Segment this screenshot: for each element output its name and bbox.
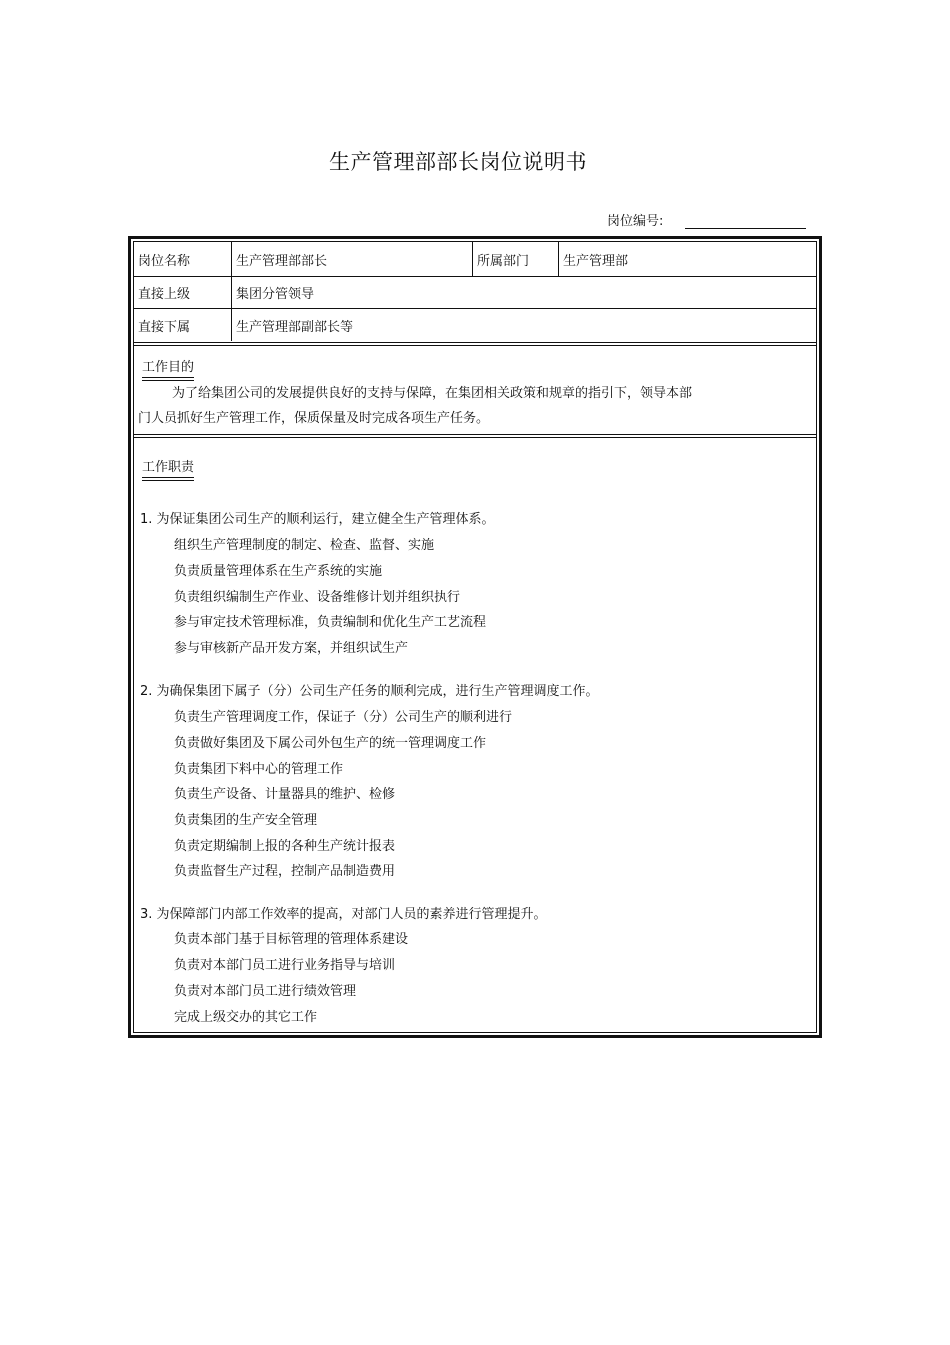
purpose-heading <box>142 356 194 381</box>
dept-label: 所属部门 <box>473 242 559 276</box>
name-value: 生产管理部部长 <box>232 242 473 276</box>
duty-item: 负责生产管理调度工作，保证子（分）公司生产的顺利进行 <box>174 710 513 725</box>
duty-item: 负责生产设备、计量器具的维护、检修 <box>174 787 396 802</box>
duties-heading-text: 工作职责 <box>142 460 195 475</box>
section-divider <box>134 434 816 438</box>
purpose-line-1: 为了给集团公司的发展提供良好的支持与保障，在集团相关政策和规章的指引下，领导本部 <box>172 386 693 401</box>
heading-underline <box>142 480 194 481</box>
table-inner-border <box>133 241 817 1033</box>
info-row-superior <box>134 277 816 309</box>
purpose-heading-text: 工作目的 <box>142 360 195 375</box>
post-number-blank[interactable] <box>685 228 806 229</box>
section-divider <box>134 342 816 346</box>
duty-item: 负责集团的生产安全管理 <box>174 813 318 828</box>
subordinate-value: 生产管理部副部长等 <box>236 319 354 335</box>
document-title: 生产管理部部长岗位说明书 <box>329 150 587 174</box>
heading-underline <box>142 477 194 478</box>
purpose-line-2: 门人员抓好生产管理工作，保质保量及时完成各项生产任务。 <box>138 411 490 426</box>
duty-item: 负责定期编制上报的各种生产统计报表 <box>174 839 396 854</box>
job-description-table <box>128 236 822 1038</box>
duty-item: 负责本部门基于目标管理的管理体系建设 <box>174 932 409 947</box>
duty-item: 参与审核新产品开发方案，并组织试生产 <box>174 641 409 656</box>
name-label: 岗位名称 <box>134 242 232 276</box>
duty-group-title: 1. 为保证集团公司生产的顺利运行，建立健全生产管理体系。 <box>140 512 495 527</box>
duty-item: 负责组织编制生产作业、设备维修计划并组织执行 <box>174 590 461 605</box>
duty-item: 完成上级交办的其它工作 <box>174 1010 318 1025</box>
duty-item: 参与审定技术管理标准，负责编制和优化生产工艺流程 <box>174 615 487 630</box>
duty-item: 负责对本部门员工进行绩效管理 <box>174 984 357 999</box>
duty-item: 负责质量管理体系在生产系统的实施 <box>174 564 383 579</box>
duty-item: 组织生产管理制度的制定、检查、监督、实施 <box>174 538 435 553</box>
duty-group-title: 3. 为保障部门内部工作效率的提高，对部门人员的素养进行管理提升。 <box>140 907 547 922</box>
duties-heading <box>142 456 194 481</box>
duty-item: 负责对本部门员工进行业务指导与培训 <box>174 958 396 973</box>
info-row-name <box>134 242 816 277</box>
duty-item: 负责集团下料中心的管理工作 <box>174 762 344 777</box>
dept-value: 生产管理部 <box>563 253 629 269</box>
superior-label: 直接上级 <box>134 277 232 308</box>
post-number-label: 岗位编号: <box>607 214 664 229</box>
subordinate-label: 直接下属 <box>134 309 232 341</box>
info-row-subordinate <box>134 309 816 341</box>
duty-item: 负责监督生产过程，控制产品制造费用 <box>174 864 396 879</box>
duty-group-title: 2. 为确保集团下属子（分）公司生产任务的顺利完成，进行生产管理调度工作。 <box>140 684 599 699</box>
duty-item: 负责做好集团及下属公司外包生产的统一管理调度工作 <box>174 736 487 751</box>
superior-value: 集团分管领导 <box>236 287 315 302</box>
heading-underline <box>142 377 194 378</box>
